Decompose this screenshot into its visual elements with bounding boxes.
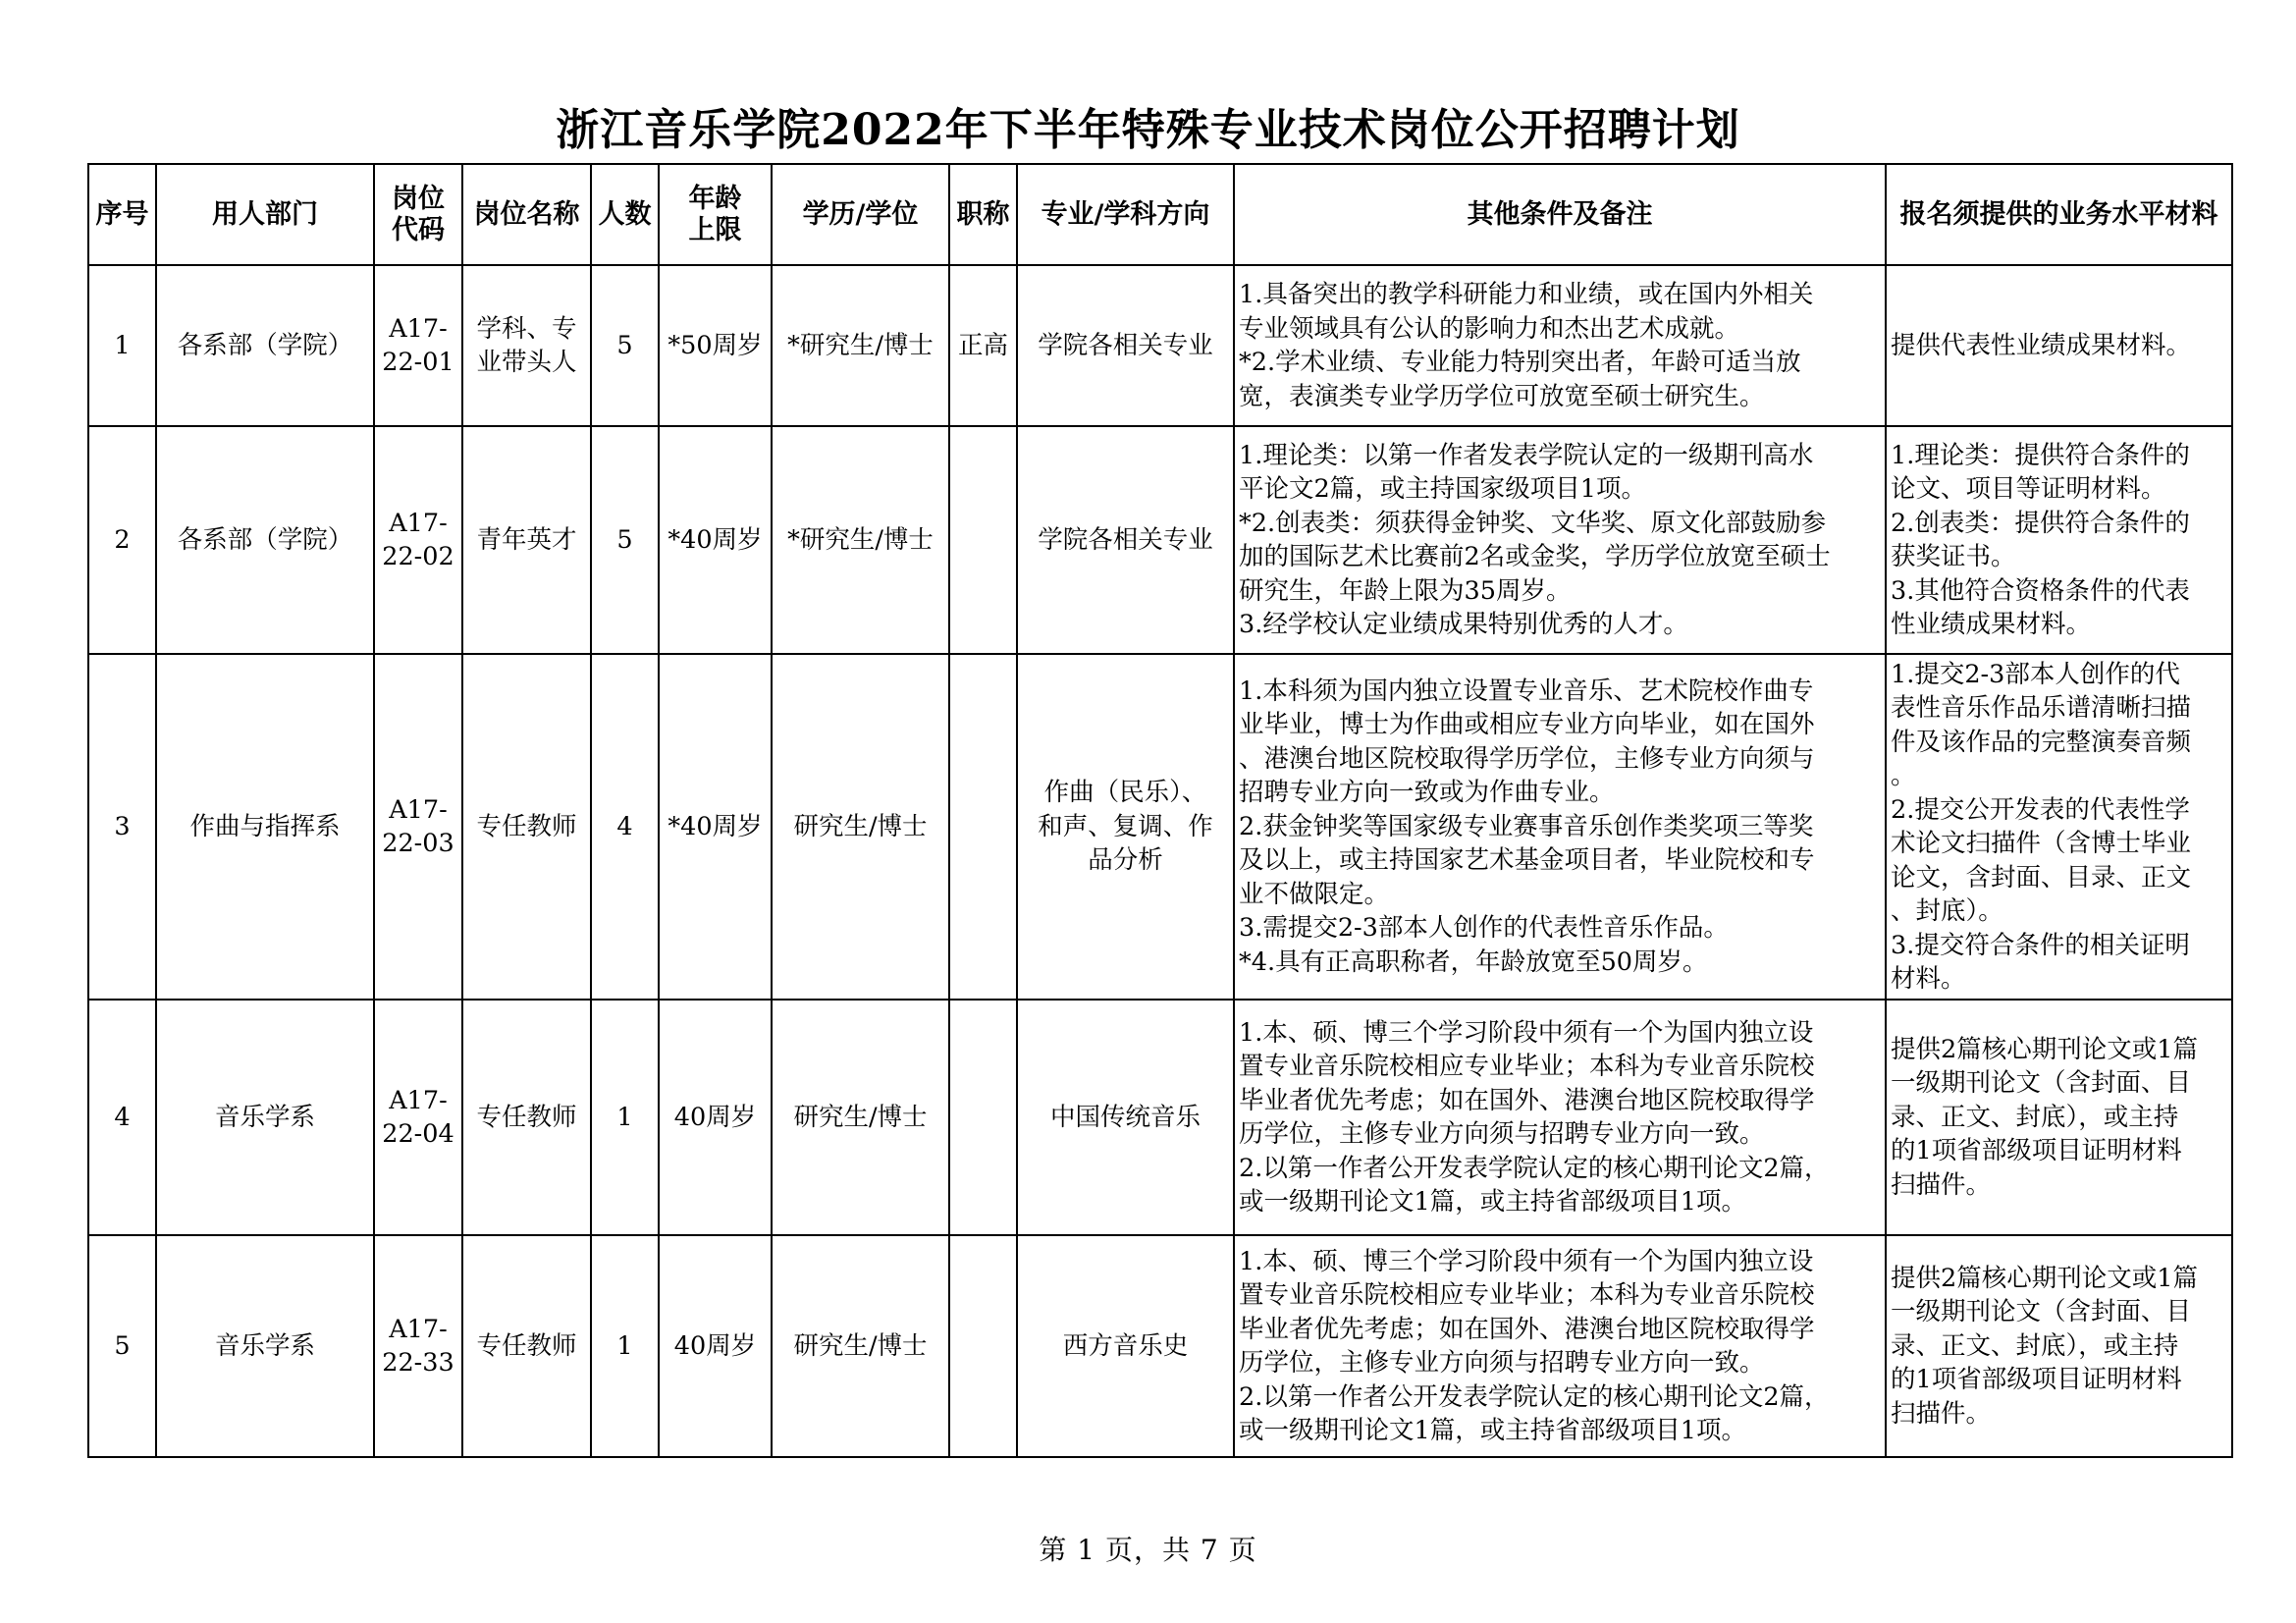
cell-notes-line: 2.获金钟奖等国家级专业赛事音乐创作类奖项三等奖	[1239, 811, 1814, 841]
cell-post	[462, 654, 591, 1000]
cell-notes-line: 研究生，年龄上限为35周岁。	[1239, 575, 1572, 606]
header-age-line: 上限	[688, 214, 742, 245]
header-age	[659, 164, 772, 265]
header-notes: 其他条件及备注	[1234, 164, 1886, 265]
cell-post	[462, 1235, 591, 1457]
cell-materials-line: 录、正文、封底），或主持	[1891, 1330, 2179, 1361]
cell-notes-line: 1.理论类：以第一作者发表学院认定的一级期刊高水	[1239, 440, 1814, 470]
cell-age: *40周岁	[659, 654, 772, 1000]
cell-materials-line: 材料。	[1891, 964, 1966, 994]
cell-age: *40周岁	[659, 426, 772, 654]
cell-major-line: 品分析	[1088, 845, 1163, 876]
cell-dept: 作曲与指挥系	[156, 654, 374, 1000]
cell-major-line: 西方音乐史	[1062, 1330, 1189, 1361]
cell-rank	[949, 1000, 1017, 1235]
header-dept: 用人部门	[156, 164, 374, 265]
header-code	[374, 164, 462, 265]
cell-notes-line: *4.具有正高职称者，年龄放宽至50周岁。	[1239, 947, 1708, 977]
cell-materials-line: 2.提交公开发表的代表性学	[1891, 794, 2190, 825]
cell-notes-line: 1.本、硕、博三个学习阶段中须有一个为国内独立设	[1239, 1246, 1814, 1276]
cell-dept: 音乐学系	[156, 1000, 374, 1235]
cell-notes-line: 业毕业，博士为作曲或相应专业方向毕业，如在国外	[1239, 710, 1815, 740]
cell-materials-line: 。	[1891, 761, 1916, 790]
cell-materials-line: 3.其他符合资格条件的代表	[1891, 575, 2190, 606]
cell-notes-line: 2.以第一作者公开发表学院认定的核心期刊论文2篇，	[1239, 1381, 1830, 1412]
cell-code-line: 22-33	[382, 1348, 454, 1378]
cell-notes-line: 1.本、硕、博三个学习阶段中须有一个为国内独立设	[1239, 1017, 1814, 1048]
cell-notes-line: 招聘专业方向一致或为作曲专业。	[1239, 778, 1615, 808]
cell-materials	[1886, 1235, 2232, 1457]
cell-materials-line: 一级期刊论文（含封面、目	[1891, 1297, 2192, 1327]
table-header-row	[88, 164, 2232, 265]
cell-dept: 各系部（学院）	[156, 265, 374, 426]
table-row	[88, 426, 2232, 654]
header-major: 专业/学科方向	[1017, 164, 1234, 265]
cell-notes-line: 平论文2篇，或主持国家级项目1项。	[1239, 474, 1646, 504]
cell-notes-line: 宽，表演类专业学历学位可放宽至硕士研究生。	[1239, 381, 1765, 411]
cell-post-line: 专任教师	[476, 1330, 577, 1361]
cell-materials-line: 件及该作品的完整演奏音频	[1891, 727, 2192, 757]
cell-materials-line: 一级期刊论文（含封面、目	[1891, 1068, 2192, 1099]
cell-materials-line: 3.提交符合条件的相关证明	[1891, 930, 2190, 960]
cell-major-line: 作曲（民乐）、	[1043, 778, 1207, 808]
cell-major-line: 学院各相关专业	[1038, 330, 1213, 360]
cell-code-line: 22-03	[382, 829, 454, 858]
cell-notes	[1234, 265, 1886, 426]
cell-post	[462, 265, 591, 426]
page-footer: 第 1 页，共 7 页	[1039, 1534, 1257, 1566]
cell-age: *50周岁	[659, 265, 772, 426]
cell-notes-line: 加的国际艺术比赛前2名或金奖，学历学位放宽至硕士	[1239, 542, 1831, 571]
cell-materials	[1886, 654, 2232, 1000]
cell-materials-line: 扫描件。	[1891, 1169, 1992, 1200]
cell-code-line: A17-	[389, 1314, 448, 1344]
cell-notes-line: 1.具备突出的教学科研能力和业绩，或在国内外相关	[1239, 280, 1814, 309]
cell-notes-line: 毕业者优先考虑；如在国外、港澳台地区院校取得学	[1239, 1314, 1815, 1344]
cell-materials-line: 扫描件。	[1891, 1398, 1992, 1429]
cell-major	[1017, 654, 1234, 1000]
cell-post	[462, 1000, 591, 1235]
header-code-line: 代码	[392, 214, 445, 245]
cell-notes-line: 或一级期刊论文1篇，或主持省部级项目1项。	[1239, 1416, 1746, 1445]
cell-rank: 正高	[949, 265, 1017, 426]
cell-code-line: 22-02	[382, 542, 454, 571]
cell-major	[1017, 1235, 1234, 1457]
cell-edu: *研究生/博士	[772, 426, 949, 654]
cell-rank	[949, 654, 1017, 1000]
header-age-line: 年龄	[688, 183, 742, 214]
cell-materials-line: 术论文扫描件（含博士毕业	[1891, 829, 2192, 858]
cell-notes-line: 毕业者优先考虑；如在国外、港澳台地区院校取得学	[1239, 1085, 1815, 1115]
cell-notes	[1234, 654, 1886, 1000]
cell-materials	[1886, 426, 2232, 654]
cell-materials-line: 1.提交2-3部本人创作的代	[1891, 659, 2180, 689]
cell-edu: 研究生/博士	[772, 1235, 949, 1457]
cell-notes	[1234, 1235, 1886, 1457]
cell-major	[1017, 426, 1234, 654]
cell-age: 40周岁	[659, 1000, 772, 1235]
cell-materials-line: 获奖证书。	[1891, 542, 2016, 571]
cell-code	[374, 1235, 462, 1457]
cell-num: 1	[591, 1000, 659, 1235]
cell-post	[462, 426, 591, 654]
table-row	[88, 1000, 2232, 1235]
cell-major-line: 中国传统音乐	[1049, 1102, 1201, 1132]
cell-code-line: A17-	[389, 508, 448, 538]
table-row	[88, 1235, 2232, 1457]
cell-post-line: 业带头人	[476, 348, 577, 377]
cell-rank	[949, 1235, 1017, 1457]
cell-major	[1017, 265, 1234, 426]
cell-code-line: 22-01	[382, 348, 454, 377]
cell-post-line: 青年英才	[476, 524, 577, 555]
cell-notes-line: 历学位，主修专业方向须与招聘专业方向一致。	[1239, 1348, 1765, 1378]
cell-notes-line: 3.需提交2-3部本人创作的代表性音乐作品。	[1239, 913, 1729, 944]
header-edu: 学历/学位	[772, 164, 949, 265]
cell-materials-line: 2.创表类：提供符合条件的	[1891, 508, 2190, 538]
cell-dept: 各系部（学院）	[156, 426, 374, 654]
cell-seq: 3	[88, 654, 156, 1000]
cell-age: 40周岁	[659, 1235, 772, 1457]
cell-major-line: 学院各相关专业	[1038, 524, 1213, 555]
cell-num: 1	[591, 1235, 659, 1457]
cell-materials-line: 论文，含封面、目录、正文	[1891, 862, 2192, 893]
cell-code-line: A17-	[389, 1085, 448, 1115]
cell-notes-line: *2.学术业绩、专业能力特别突出者，年龄可适当放	[1239, 348, 1801, 377]
cell-materials-line: 提供代表性业绩成果材料。	[1891, 330, 2192, 360]
cell-materials	[1886, 1000, 2232, 1235]
cell-materials-line: 提供2篇核心期刊论文或1篇	[1891, 1034, 2198, 1064]
cell-notes-line: 1.本科须为国内独立设置专业音乐、艺术院校作曲专	[1239, 676, 1814, 706]
cell-edu: 研究生/博士	[772, 654, 949, 1000]
cell-code	[374, 654, 462, 1000]
cell-num: 5	[591, 265, 659, 426]
cell-materials-line: 论文、项目等证明材料。	[1891, 474, 2166, 504]
cell-code	[374, 1000, 462, 1235]
table-row	[88, 654, 2232, 1000]
cell-major	[1017, 1000, 1234, 1235]
cell-notes-line: 及以上，或主持国家艺术基金项目者，毕业院校和专	[1239, 845, 1815, 876]
cell-notes-line: 置专业音乐院校相应专业毕业；本科为专业音乐院校	[1239, 1280, 1815, 1310]
cell-notes-line: 业不做限定。	[1239, 879, 1390, 909]
cell-materials-line: 性业绩成果材料。	[1891, 610, 2092, 639]
header-post: 岗位名称	[462, 164, 591, 265]
cell-materials-line: 1.理论类：提供符合条件的	[1891, 440, 2190, 470]
header-code-line: 岗位	[392, 183, 445, 214]
cell-materials	[1886, 265, 2232, 426]
cell-materials-line: 的1项省部级项目证明材料	[1891, 1365, 2182, 1395]
cell-edu: 研究生/博士	[772, 1000, 949, 1235]
cell-post-line: 专任教师	[476, 1102, 577, 1132]
cell-notes-line: 置专业音乐院校相应专业毕业；本科为专业音乐院校	[1239, 1052, 1815, 1081]
cell-post-line: 学科、专	[476, 313, 577, 344]
cell-notes-line: 历学位，主修专业方向须与招聘专业方向一致。	[1239, 1119, 1765, 1149]
cell-seq: 1	[88, 265, 156, 426]
cell-num: 5	[591, 426, 659, 654]
cell-notes-line: 、港澳台地区院校取得学历学位，主修专业方向须与	[1239, 743, 1815, 774]
page-title: 浙江音乐学院2022年下半年特殊专业技术岗位公开招聘计划	[556, 105, 1740, 155]
table-row	[88, 265, 2232, 426]
cell-code	[374, 265, 462, 426]
cell-notes	[1234, 1000, 1886, 1235]
cell-materials-line: 、封底）。	[1891, 896, 2003, 926]
cell-seq: 4	[88, 1000, 156, 1235]
header-seq: 序号	[88, 164, 156, 265]
cell-notes-line: *2.创表类：须获得金钟奖、文华奖、原文化部鼓励参	[1239, 508, 1827, 538]
cell-dept: 音乐学系	[156, 1235, 374, 1457]
cell-seq: 5	[88, 1235, 156, 1457]
cell-code-line: A17-	[389, 313, 448, 344]
header-num: 人数	[591, 164, 659, 265]
cell-rank	[949, 426, 1017, 654]
cell-num: 4	[591, 654, 659, 1000]
cell-edu: *研究生/博士	[772, 265, 949, 426]
cell-notes	[1234, 426, 1886, 654]
header-rank: 职称	[949, 164, 1017, 265]
cell-materials-line: 录、正文、封底），或主持	[1891, 1102, 2179, 1132]
cell-notes-line: 3.经学校认定业绩成果特别优秀的人才。	[1239, 610, 1688, 639]
cell-notes-line: 或一级期刊论文1篇，或主持省部级项目1项。	[1239, 1187, 1746, 1217]
recruitment-plan-table	[87, 163, 2233, 1458]
cell-materials-line: 表性音乐作品乐谱清晰扫描	[1891, 693, 2192, 723]
cell-notes-line: 2.以第一作者公开发表学院认定的核心期刊论文2篇，	[1239, 1153, 1830, 1183]
cell-code-line: A17-	[389, 794, 448, 825]
cell-major-line: 和声、复调、作	[1038, 811, 1213, 841]
cell-post-line: 专任教师	[476, 811, 577, 841]
cell-materials-line: 提供2篇核心期刊论文或1篇	[1891, 1263, 2198, 1293]
cell-notes-line: 专业领域具有公认的影响力和杰出艺术成就。	[1239, 313, 1740, 344]
cell-code-line: 22-04	[382, 1119, 454, 1149]
cell-seq: 2	[88, 426, 156, 654]
cell-code	[374, 426, 462, 654]
header-materials: 报名须提供的业务水平材料	[1886, 164, 2232, 265]
cell-materials-line: 的1项省部级项目证明材料	[1891, 1136, 2182, 1166]
